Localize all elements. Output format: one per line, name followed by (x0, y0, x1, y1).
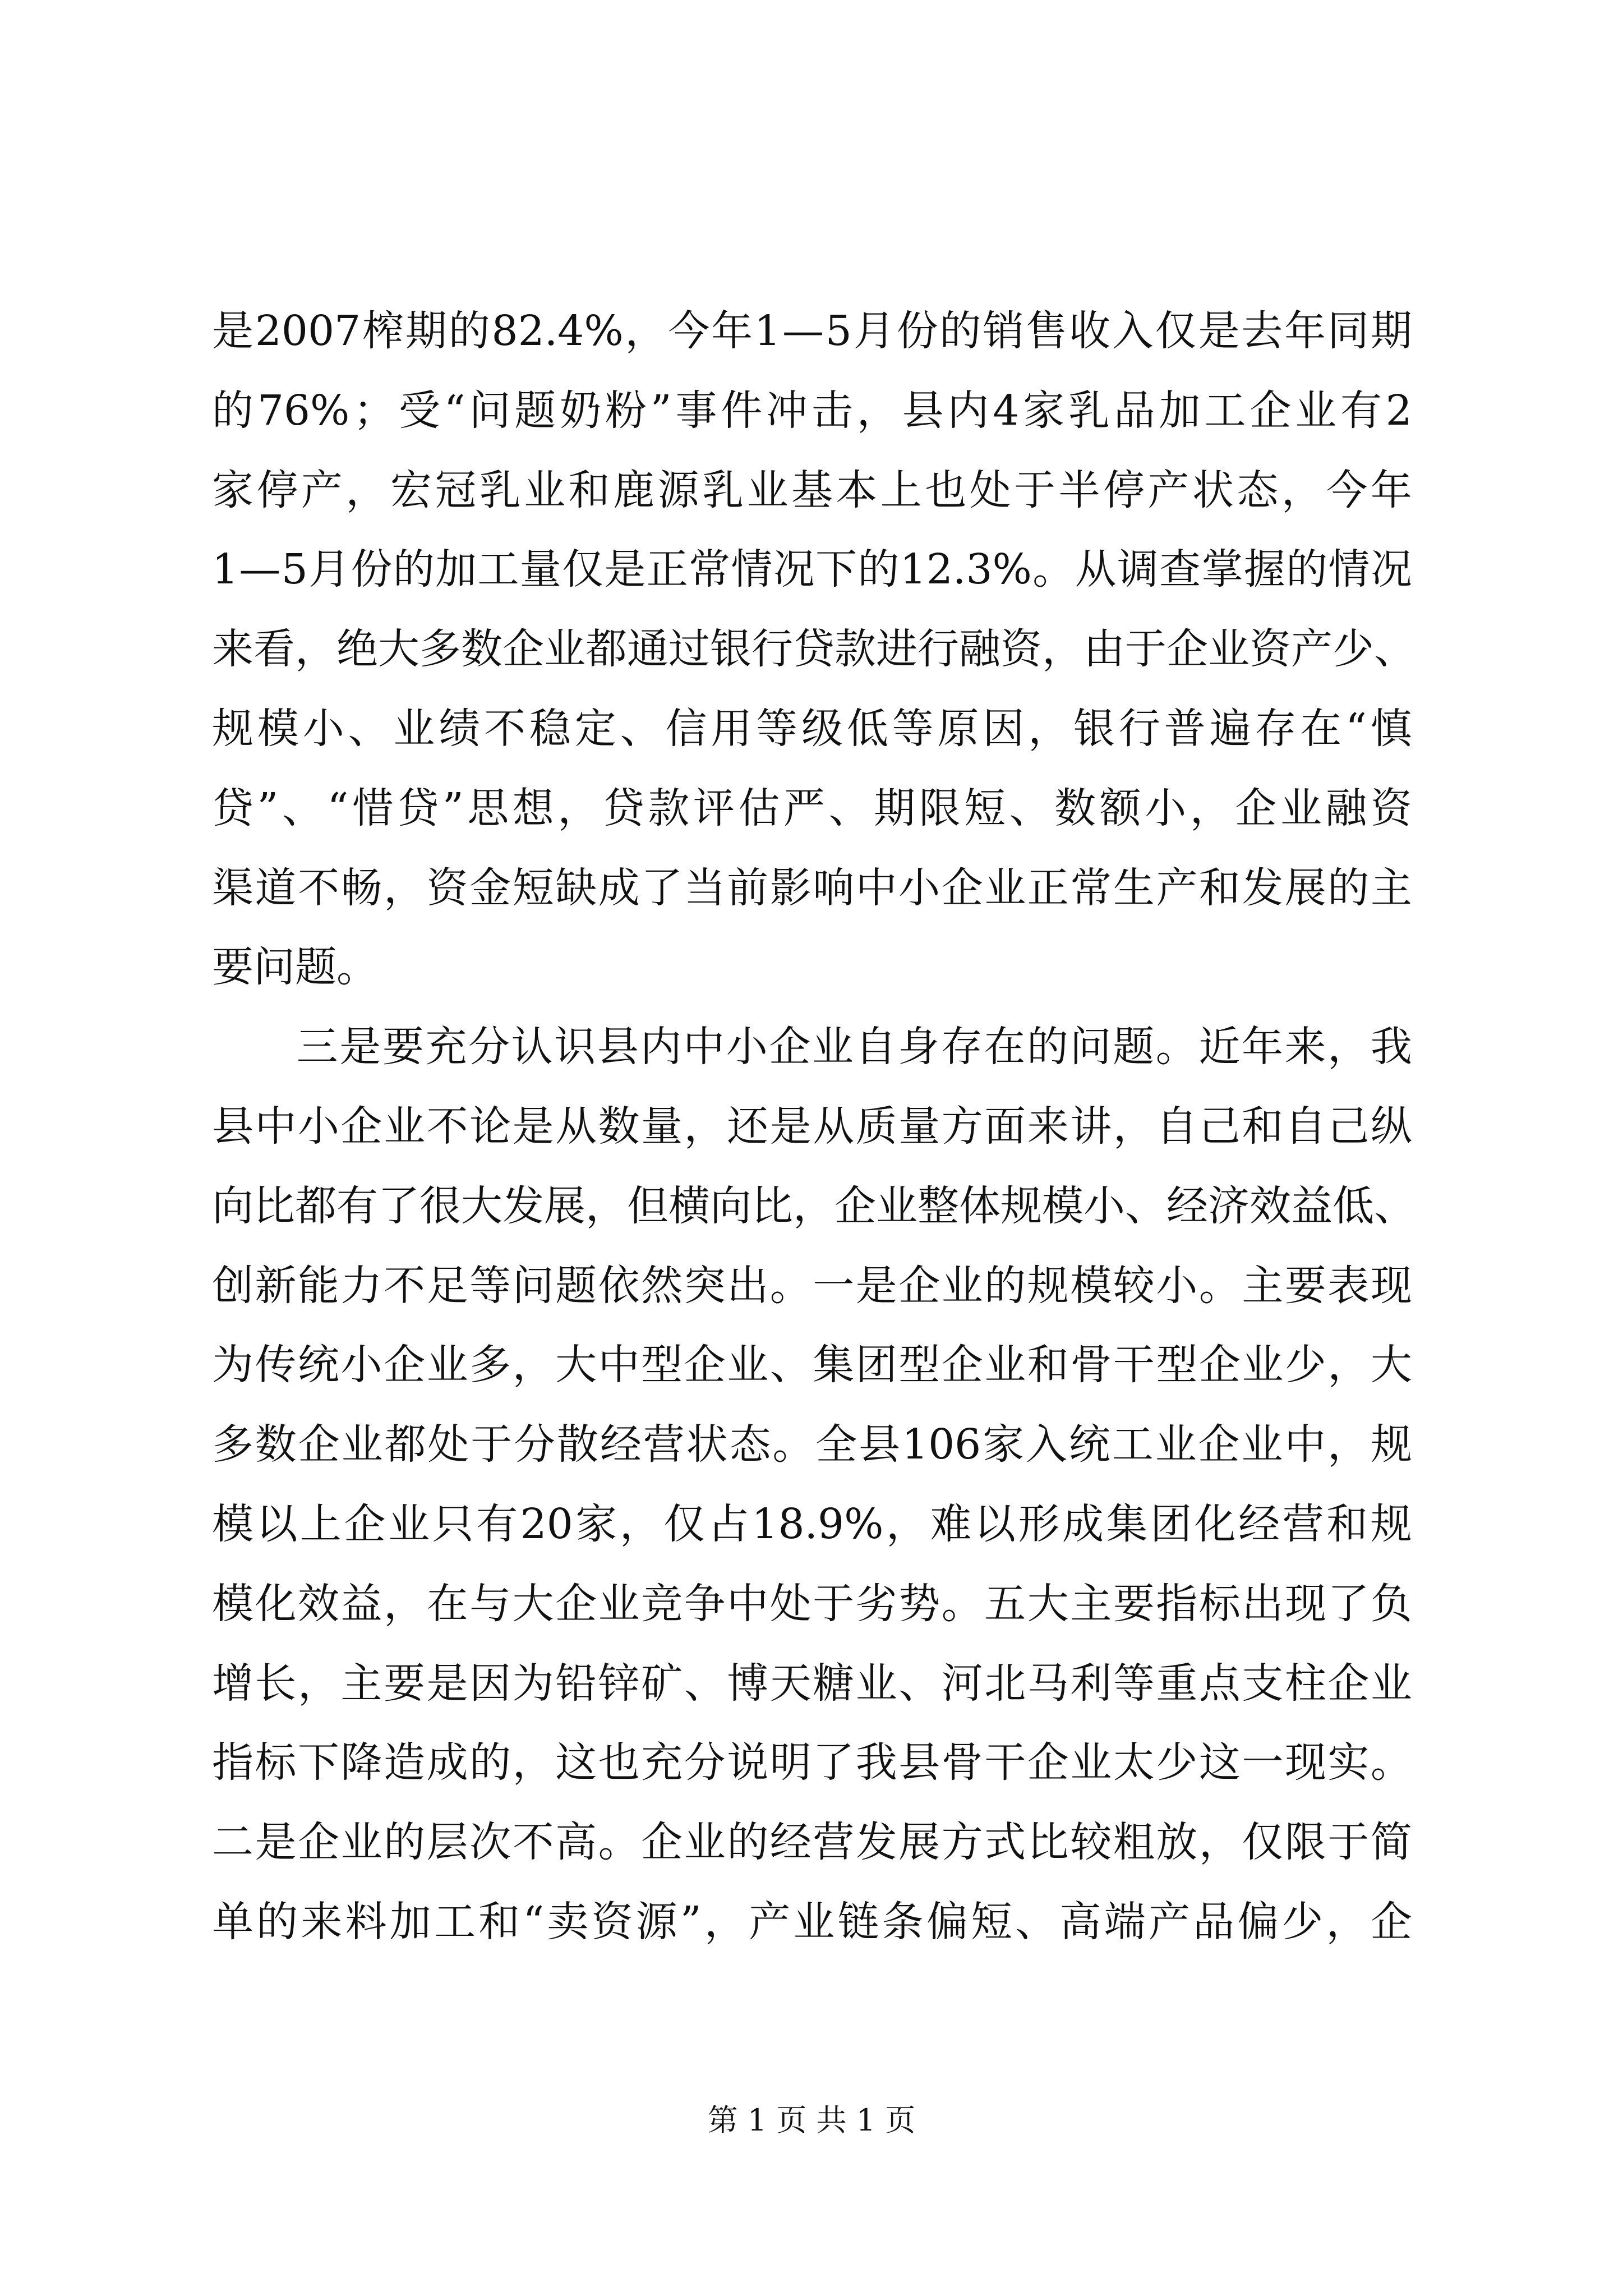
text-line: 多 数 企 业 都 处 于 分 散 经 营 状 态 。 全 县 106 家 入 统 工 业 企 业 中 ， 规 (212, 1420, 1412, 1469)
text-line: 模 化 效 益 ， 在 与 大 企 业 竞 争 中 处 于 劣 势 。 五 大 主 要 指 标 出 现 了 负 (212, 1579, 1412, 1628)
text-line: 创 新 能 力 不 足 等 问 题 依 然 突 出 。 一 是 企 业 的 规 模 较 小 。 主 要 表 现 (212, 1261, 1412, 1310)
text-line: 三 是 要 充 分 认 识 县 内 中 小 企 业 自 身 存 在 的 问 题 。 近 年 来 ， 我 (296, 1023, 1412, 1071)
text-line: 是 2007 榨 期 的 82.4% ， 今 年 1 — 5 月 份 的 销 售 收 入 仅 是 去 年 同 期 (212, 307, 1412, 355)
text-line: 二 是 企 业 的 层 次 不 高 。 企 业 的 经 营 发 展 方 式 比 较 粗 放 ， 仅 限 于 简 (212, 1818, 1412, 1867)
text-line: 渠 道 不 畅 ， 资 金 短 缺 成 了 当 前 影 响 中 小 企 业 正 常 生 产 和 发 展 的 主 (212, 863, 1412, 912)
body-text (212, 292, 1415, 1962)
text-line: 县 中 小 企 业 不 论 是 从 数 量 ， 还 是 从 质 量 方 面 来 讲 ， 自 己 和 自 己 纵 (212, 1102, 1412, 1151)
text-line: 要问题。 (212, 943, 378, 992)
text-line: 指 标 下 降 造 成 的 ， 这 也 充 分 说 明 了 我 县 骨 干 企 业 太 少 这 一 现 实 。 (212, 1738, 1412, 1787)
text-line: 增 长 ， 主 要 是 因 为 铅 锌 矿 、 博 天 糖 业 、 河 北 马 利 等 重 点 支 柱 企 业 (212, 1659, 1412, 1708)
text-line: 来 看 ， 绝 大 多 数 企 业 都 通 过 银 行 贷 款 进 行 融 资 ， 由 于 企 业 资 产 少 、 (212, 625, 1415, 674)
text-line: 家 停 产 ， 宏 冠 乳 业 和 鹿 源 乳 业 基 本 上 也 处 于 半 停 产 状 态 ， 今 年 (212, 466, 1412, 514)
text-line: 规 模 小 、 业 绩 不 稳 定 、 信 用 等 级 低 等 原 因 ， 银 行 普 遍 存 在 “ 慎 (212, 704, 1412, 753)
text-line: 单 的 来 料 加 工 和 “ 卖 资 源 ” ， 产 业 链 条 偏 短 、 高 端 产 品 偏 少 ， 企 (212, 1897, 1412, 1946)
text-line: 的 76% ； 受 “ 问 题 奶 粉 ” 事 件 冲 击 ， 县 内 4 家 乳 品 加 工 企 业 有 2 (212, 386, 1412, 435)
text-line: 贷 ” 、 “ 惜 贷 ” 思 想 ， 贷 款 评 估 严 、 期 限 短 、 数 额 小 ， 企 业 融 资 (212, 784, 1412, 832)
text-line: 1 — 5 月 份 的 加 工 量 仅 是 正 常 情 况 下 的 12.3% 。 从 调 查 掌 握 的 情 况 (212, 545, 1412, 594)
text-line: 模 以 上 企 业 只 有 20 家 ， 仅 占 18.9% ， 难 以 形 成 集 团 化 经 营 和 规 (212, 1499, 1412, 1548)
text-line: 向 比 都 有 了 很 大 发 展 ， 但 横 向 比 ， 企 业 整 体 规 模 小 、 经 济 效 益 低 、 (212, 1181, 1415, 1230)
text-line: 为 传 统 小 企 业 多 ， 大 中 型 企 业 、 集 团 型 企 业 和 骨 干 型 企 业 少 ， 大 (212, 1341, 1412, 1389)
page-footer: 第 1 页 共 1 页 (707, 2102, 916, 2138)
